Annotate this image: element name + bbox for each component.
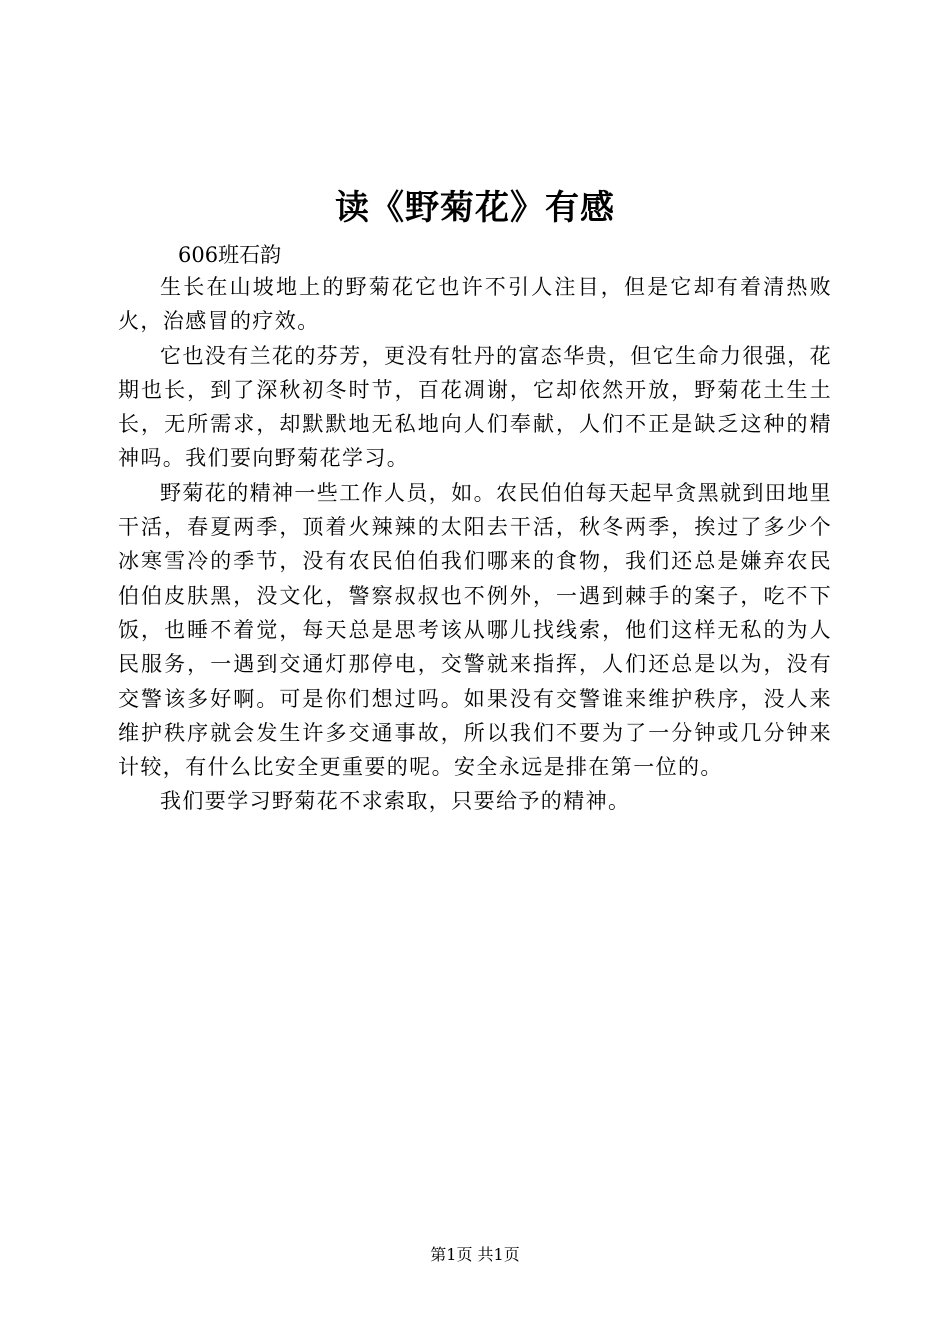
paragraph: 它也没有兰花的芬芳，更没有牡丹的富态华贵，但它生命力很强，花期也长，到了深秋初冬时节，百花凋谢，它却依然开放，野菊花土生土长，无所需求，却默默地无私地向人们奉献，人们不正是缺乏这种的精神吗。我们要向野菊花学习。: [118, 343, 832, 471]
paragraph: 野菊花的精神一些工作人员，如。农民伯伯每天起早贪黑就到田地里干活，春夏两季，顶着火辣辣的太阳去干活，秋冬两季，挨过了多少个冰寒雪冷的季节，没有农民伯伯我们哪来的食物，我们还总是嫌弃农民伯伯皮肤黑，没文化，警察叔叔也不例外，一遇到棘手的案子，吃不下饭，也睡不着觉，每天总是思考该从哪儿找线索，他们这样无私的为人民服务，一遇到交通灯那停电，交警就来指挥，人们还总是以为，没有交警该多好啊。可是你们想过吗。如果没有交警谁来维护秩序，没人来维护秩序就会发生许多交通事故，所以我们不要为了一分钟或几分钟来计较，有什么比安全更重要的呢。安全永远是排在第一位的。: [118, 480, 832, 780]
author-line: 606班石韵: [178, 243, 282, 267]
document-body: [118, 270, 832, 819]
document-title: 读《野菊花》有感: [335, 188, 615, 228]
paragraph: 我们要学习野菊花不求索取，只要给予的精神。: [160, 789, 631, 814]
paragraph: 生长在山坡地上的野菊花它也许不引人注目，但是它却有着清热败火，治感冒的疗效。: [118, 275, 832, 334]
page-footer: 第1页 共1页: [430, 1245, 520, 1264]
